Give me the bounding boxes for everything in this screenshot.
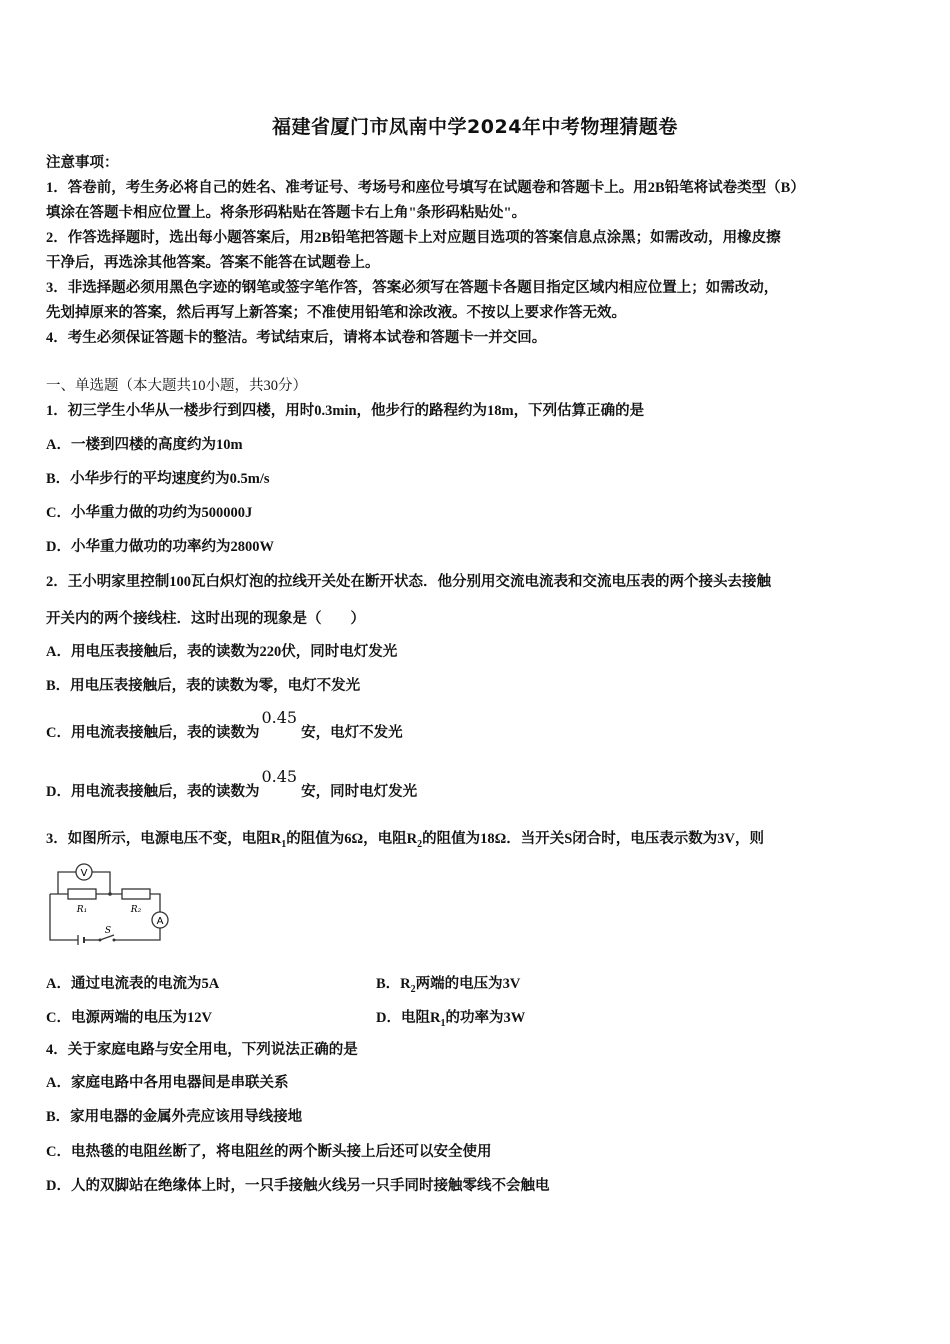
option-c: C．小华重力做的功约为500000J [46, 505, 253, 521]
stem-part: 的阻值为18Ω．当开关S闭合时，电压表示数为3V，则 [422, 831, 764, 847]
current-value: 0.45 [261, 708, 298, 727]
option-a: A．家庭电路中各用电器间是串联关系 [46, 1075, 289, 1091]
r2-label: R₂ [130, 905, 142, 915]
section-heading: 一、单选题（本大题共10小题，共30分） [46, 378, 307, 394]
page-title: 福建省厦门市凤南中学2024年中考物理猜题卷 [272, 116, 678, 138]
question-stem: 4．关于家庭电路与安全用电，下列说法正确的是 [46, 1042, 358, 1058]
current-value: 0.45 [261, 767, 298, 786]
subscript: 2 [410, 983, 416, 995]
subscript: 2 [417, 838, 423, 850]
option-text: B．R [376, 976, 411, 992]
option-b: B．小华步行的平均速度约为0.5m/s [46, 471, 270, 487]
option-text: 的功率为3W [445, 1010, 526, 1026]
option-c: C．电热毯的电阻丝断了，将电阻丝的两个断头接上后还可以安全使用 [46, 1144, 492, 1160]
option-d: D．小华重力做功的功率约为2800W [46, 539, 274, 555]
notice-line: 2．作答选择题时，选出每小题答案后，用2B铅笔把答题卡上对应题目选项的答案信息点涂黑；如需改动，用橡皮擦 [46, 230, 781, 246]
notice-line: 干净后，再选涂其他答案。答案不能答在试题卷上。 [46, 255, 380, 271]
question-stem: 开关内的两个接线柱．这时出现的现象是（ ） [46, 611, 365, 627]
notice-line: 先划掉原来的答案，然后再写上新答案；不准使用铅笔和涂改液。不按以上要求作答无效。 [46, 305, 626, 321]
option-text: 两端的电压为3V [415, 976, 521, 992]
option-b [376, 972, 520, 995]
subscript: 1 [281, 838, 287, 850]
question-stem: 1．初三学生小华从一楼步行到四楼，用时0.3min，他步行的路程约为18m，下列估算正确的是 [46, 403, 645, 419]
stem-part: 的阻值为6Ω，电阻R [286, 831, 418, 847]
voltmeter-label: V [80, 868, 88, 879]
notice-line: 1．答卷前，考生务必将自己的姓名、准考证号、考场号和座位号填写在试题卷和答题卡上。用2B铅笔将试卷类型（B） [46, 180, 805, 196]
notice-line: 3．非选择题必须用黑色字迹的钢笔或签字笔作答，答案必须写在答题卡各题目指定区域内相应位置上；如需改动， [46, 280, 779, 296]
ammeter-label: A [156, 916, 164, 927]
option-d: D．人的双脚站在绝缘体上时，一只手接触火线另一只手同时接触零线不会触电 [46, 1178, 550, 1194]
circuit-diagram [44, 860, 176, 948]
option-d-unit: 安，同时电灯发光 [301, 784, 418, 800]
option-b: B．用电压表接触后，表的读数为零，电灯不发光 [46, 678, 361, 694]
option-c [46, 708, 403, 743]
subscript: 1 [440, 1017, 446, 1029]
option-a: A．一楼到四楼的高度约为10m [46, 437, 243, 453]
option-a: A．用电压表接触后，表的读数为220伏，同时电灯发光 [46, 644, 398, 660]
option-c: C．电源两端的电压为12V [46, 1010, 212, 1026]
notice-line: 4．考生必须保证答题卡的整洁。考试结束后，请将本试卷和答题卡一并交回。 [46, 330, 547, 346]
option-d [46, 767, 418, 802]
option-a: A．通过电流表的电流为5A [46, 976, 220, 992]
option-b: B．家用电器的金属外壳应该用导线接地 [46, 1109, 303, 1125]
option-d [376, 1006, 525, 1029]
notice-line: 填涂在答题卡相应位置上。将条形码粘贴在答题卡右上角"条形码粘贴处"。 [46, 205, 527, 221]
option-c-text: C．用电流表接触后，表的读数为 [46, 725, 260, 741]
question-stem [46, 829, 764, 855]
r1-label: R₁ [76, 905, 88, 915]
option-text: D．电阻R [376, 1010, 441, 1026]
option-d-text: D．用电流表接触后，表的读数为 [46, 784, 260, 800]
switch-label: S [104, 926, 112, 936]
stem-part: 3．如图所示，电源电压不变，电阻R [46, 831, 282, 847]
question-stem: 2．王小明家里控制100瓦白炽灯泡的拉线开关处在断开状态．他分别用交流电流表和交流电压表的两个接头去接触 [46, 574, 771, 590]
option-c-unit: 安，电灯不发光 [301, 725, 403, 741]
notice-heading: 注意事项： [46, 155, 119, 171]
